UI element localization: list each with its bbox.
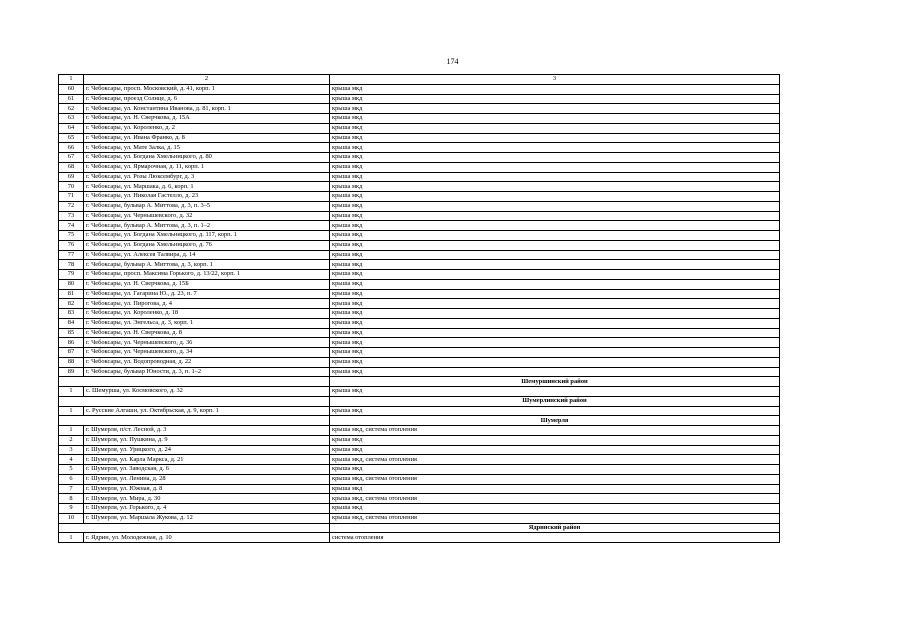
- row-work-type: крыша мкд: [330, 143, 780, 153]
- row-address: г. Чебоксары, ул. Гагарина Ю., д. 23, п. 7: [84, 289, 330, 299]
- table-row: [59, 279, 780, 289]
- row-work-type: крыша мкд: [330, 84, 780, 94]
- row-address: г. Чебоксары, просп. Московский, д. 41, корп. 1: [84, 84, 330, 94]
- table-row: [59, 172, 780, 182]
- table-row: [59, 455, 780, 465]
- row-number: 1: [59, 406, 84, 416]
- row-work-type: крыша мкд: [330, 328, 780, 338]
- row-address: г. Чебоксары, ул. Водопроводная, д. 22: [84, 357, 330, 367]
- row-work-type: крыша мкд, система отопления: [330, 474, 780, 484]
- row-number: 3: [59, 445, 84, 455]
- row-work-type: крыша мкд: [330, 406, 780, 416]
- row-work-type: крыша мкд: [330, 192, 780, 202]
- row-address: г. Чебоксары, ул. Н. Сверчкова, д. 15А: [84, 114, 330, 124]
- row-work-type: крыша мкд: [330, 318, 780, 328]
- row-number: 79: [59, 270, 84, 280]
- row-address: г. Чебоксары, бульвар Юности, д. 3, п. 1–2: [84, 367, 330, 377]
- row-number: 77: [59, 250, 84, 260]
- row-work-type: крыша мкд: [330, 250, 780, 260]
- table-row: [59, 406, 780, 416]
- row-address: г. Шумерля, ул. Горького, д. 4: [84, 504, 330, 514]
- row-number: 4: [59, 455, 84, 465]
- section-title: Шемуршинский район: [330, 377, 780, 387]
- row-address: г. Шумерля, ул. Южная, д. 8: [84, 484, 330, 494]
- table-row: [59, 260, 780, 270]
- row-address: г. Чебоксары, проезд Солнце, д. 6: [84, 94, 330, 104]
- row-work-type: крыша мкд: [330, 221, 780, 231]
- table-row: [59, 494, 780, 504]
- row-work-type: крыша мкд: [330, 162, 780, 172]
- row-number: 71: [59, 192, 84, 202]
- row-number: 89: [59, 367, 84, 377]
- row-address: г. Чебоксары, ул. Ивана Франко, д. 8: [84, 133, 330, 143]
- table-row: [59, 240, 780, 250]
- row-number: 73: [59, 211, 84, 221]
- row-number: 72: [59, 201, 84, 211]
- row-work-type: крыша мкд: [330, 270, 780, 280]
- section-header-row: [59, 396, 780, 406]
- row-number: 64: [59, 123, 84, 133]
- row-address: г. Чебоксары, ул. Короленко, д. 2: [84, 123, 330, 133]
- row-number: 5: [59, 465, 84, 475]
- row-address: г. Чебоксары, просп. Максима Горького, д. 13/22, корп. 1: [84, 270, 330, 280]
- row-address: с. Шемурша, ул. Космовского, д. 32: [84, 387, 330, 397]
- section-header-row: [59, 416, 780, 426]
- row-number: 66: [59, 143, 84, 153]
- row-address: г. Чебоксары, бульвар А. Миттова, д. 3, п. 1–2: [84, 221, 330, 231]
- row-work-type: система отопления: [330, 533, 780, 543]
- row-work-type: крыша мкд: [330, 231, 780, 241]
- row-address: г. Ядрин, ул. Молодежная, д. 10: [84, 533, 330, 543]
- row-work-type: крыша мкд: [330, 348, 780, 358]
- row-work-type: крыша мкд: [330, 114, 780, 124]
- row-address: г. Шумерля, ул. Ленина, д. 28: [84, 474, 330, 484]
- row-work-type: крыша мкд: [330, 367, 780, 377]
- row-work-type: крыша мкд: [330, 289, 780, 299]
- row-address: г. Чебоксары, ул. Алексея Талвира, д. 14: [84, 250, 330, 260]
- row-address: г. Чебоксары, ул. Короленко, д. 18: [84, 309, 330, 319]
- table-row: [59, 162, 780, 172]
- row-number: 78: [59, 260, 84, 270]
- row-work-type: крыша мкд: [330, 123, 780, 133]
- row-number: 10: [59, 513, 84, 523]
- row-address: г. Чебоксары, ул. Пирогова, д. 4: [84, 299, 330, 309]
- section-title: Ядринский район: [330, 523, 780, 533]
- row-work-type: крыша мкд: [330, 357, 780, 367]
- row-work-type: крыша мкд, система отопления: [330, 455, 780, 465]
- row-work-type: крыша мкд, система отопления: [330, 426, 780, 436]
- row-number: 1: [59, 387, 84, 397]
- row-address: г. Чебоксары, ул. Константина Иванова, д. 81, корп. 1: [84, 104, 330, 114]
- row-address: г. Чебоксары, ул. Чернышевского, д. 32: [84, 211, 330, 221]
- row-work-type: крыша мкд: [330, 309, 780, 319]
- section-header-row: [59, 377, 780, 387]
- section-empty-cell: [59, 377, 330, 387]
- row-work-type: крыша мкд, система отопления: [330, 513, 780, 523]
- row-work-type: крыша мкд: [330, 504, 780, 514]
- row-number: 6: [59, 474, 84, 484]
- row-number: 75: [59, 231, 84, 241]
- row-number: 1: [59, 426, 84, 436]
- row-work-type: крыша мкд: [330, 94, 780, 104]
- row-address: г. Чебоксары, ул. Николая Гастелло, д. 23: [84, 192, 330, 202]
- row-number: 9: [59, 504, 84, 514]
- header-col-3: 3: [330, 75, 780, 85]
- table-row: [59, 201, 780, 211]
- row-number: 60: [59, 84, 84, 94]
- table-row: [59, 357, 780, 367]
- row-number: 63: [59, 114, 84, 124]
- table-row: [59, 387, 780, 397]
- table-row: [59, 104, 780, 114]
- row-address: г. Чебоксары, ул. Богдана Хмельницкого, д. 80: [84, 153, 330, 163]
- table-row: [59, 153, 780, 163]
- table-row: [59, 426, 780, 436]
- row-number: 61: [59, 94, 84, 104]
- row-number: 76: [59, 240, 84, 250]
- row-number: 65: [59, 133, 84, 143]
- row-work-type: крыша мкд: [330, 104, 780, 114]
- row-number: 85: [59, 328, 84, 338]
- row-number: 69: [59, 172, 84, 182]
- row-work-type: крыша мкд: [330, 182, 780, 192]
- row-work-type: крыша мкд: [330, 338, 780, 348]
- row-address: г. Чебоксары, ул. Богдана Хмельницкого, д. 76: [84, 240, 330, 250]
- table-row: [59, 133, 780, 143]
- row-work-type: крыша мкд: [330, 172, 780, 182]
- row-address: г. Чебоксары, ул. Ярмарочная, д. 11, корп. 1: [84, 162, 330, 172]
- repair-list-table: [58, 74, 780, 543]
- row-number: 84: [59, 318, 84, 328]
- table-row: [59, 445, 780, 455]
- table-row: [59, 250, 780, 260]
- table-row: [59, 143, 780, 153]
- table-row: [59, 504, 780, 514]
- row-number: 82: [59, 299, 84, 309]
- row-address: г. Чебоксары, ул. Н. Сверчкова, д. 15Б: [84, 279, 330, 289]
- table-row: [59, 94, 780, 104]
- row-address: г. Чебоксары, ул. Чернышевского, д. 34: [84, 348, 330, 358]
- table-row: [59, 465, 780, 475]
- table-row: [59, 84, 780, 94]
- table-row: [59, 299, 780, 309]
- table-body: [59, 75, 780, 543]
- page-number: 174: [446, 57, 459, 66]
- row-number: 88: [59, 357, 84, 367]
- row-work-type: крыша мкд: [330, 465, 780, 475]
- row-number: 67: [59, 153, 84, 163]
- row-address: г. Шумерля, ул. Заводская, д. 6: [84, 465, 330, 475]
- row-address: г. Чебоксары, ул. Розы Люксембург, д. 3: [84, 172, 330, 182]
- table-header-row: [59, 75, 780, 85]
- table-row: [59, 123, 780, 133]
- table-row: [59, 533, 780, 543]
- table-row: [59, 192, 780, 202]
- row-address: г. Шумерля, ул. Мира, д. 30: [84, 494, 330, 504]
- section-title: Шумерля: [330, 416, 780, 426]
- row-number: 81: [59, 289, 84, 299]
- row-number: 87: [59, 348, 84, 358]
- section-title: Шумерлинский район: [330, 396, 780, 406]
- table-row: [59, 513, 780, 523]
- row-work-type: крыша мкд: [330, 484, 780, 494]
- row-address: г. Шумерля, ул. Урицкого, д. 24: [84, 445, 330, 455]
- table-row: [59, 211, 780, 221]
- row-number: 2: [59, 435, 84, 445]
- section-empty-cell: [59, 416, 330, 426]
- row-number: 7: [59, 484, 84, 494]
- table-row: [59, 309, 780, 319]
- table-row: [59, 367, 780, 377]
- table-row: [59, 328, 780, 338]
- table-row: [59, 114, 780, 124]
- table-row: [59, 289, 780, 299]
- row-work-type: крыша мкд: [330, 435, 780, 445]
- row-number: 68: [59, 162, 84, 172]
- row-work-type: крыша мкд: [330, 240, 780, 250]
- row-address: г. Чебоксары, ул. Маршака, д. 6, корп. 1: [84, 182, 330, 192]
- row-address: г. Чебоксары, ул. Энгельса, д. 3, корп. 1: [84, 318, 330, 328]
- table-row: [59, 318, 780, 328]
- header-col-1: 1: [59, 75, 84, 85]
- section-empty-cell: [59, 523, 330, 533]
- row-address: с. Русские Алгаши, ул. Октябрьская, д. 9, корп. 1: [84, 406, 330, 416]
- table-row: [59, 182, 780, 192]
- table-row: [59, 270, 780, 280]
- table-row: [59, 474, 780, 484]
- row-address: г. Чебоксары, ул. Богдана Хмельницкого, д. 117, корп. 1: [84, 231, 330, 241]
- row-work-type: крыша мкд: [330, 211, 780, 221]
- row-work-type: крыша мкд: [330, 299, 780, 309]
- row-number: 74: [59, 221, 84, 231]
- row-work-type: крыша мкд: [330, 260, 780, 270]
- row-work-type: крыша мкд: [330, 279, 780, 289]
- row-work-type: крыша мкд: [330, 445, 780, 455]
- row-number: 86: [59, 338, 84, 348]
- table-row: [59, 435, 780, 445]
- table-row: [59, 221, 780, 231]
- row-number: 83: [59, 309, 84, 319]
- row-address: г. Шумерля, ул. Маршала Жукова, д. 12: [84, 513, 330, 523]
- row-address: г. Чебоксары, бульвар А. Миттова, д. 3, корп. 1: [84, 260, 330, 270]
- row-number: 80: [59, 279, 84, 289]
- row-address: г. Шумерля, п/ст. Лесной, д. 3: [84, 426, 330, 436]
- row-number: 70: [59, 182, 84, 192]
- row-work-type: крыша мкд: [330, 133, 780, 143]
- row-address: г. Чебоксары, ул. Н. Сверчкова, д. 8: [84, 328, 330, 338]
- row-work-type: крыша мкд: [330, 153, 780, 163]
- table-row: [59, 348, 780, 358]
- table-row: [59, 338, 780, 348]
- row-work-type: крыша мкд: [330, 387, 780, 397]
- table-row: [59, 231, 780, 241]
- row-address: г. Шумерля, ул. Карла Маркса, д. 21: [84, 455, 330, 465]
- row-number: 1: [59, 533, 84, 543]
- table-row: [59, 484, 780, 494]
- section-empty-cell: [59, 396, 330, 406]
- row-address: г. Чебоксары, ул. Чернышевского, д. 36: [84, 338, 330, 348]
- header-col-2: 2: [84, 75, 330, 85]
- row-number: 62: [59, 104, 84, 114]
- row-address: г. Шумерля, ул. Пушкина, д. 9: [84, 435, 330, 445]
- row-address: г. Чебоксары, бульвар А. Миттова, д. 3, п. 3–5: [84, 201, 330, 211]
- row-address: г. Чебоксары, ул. Мате Залка, д. 15: [84, 143, 330, 153]
- row-work-type: крыша мкд, система отопления: [330, 494, 780, 504]
- row-number: 8: [59, 494, 84, 504]
- row-work-type: крыша мкд: [330, 201, 780, 211]
- section-header-row: [59, 523, 780, 533]
